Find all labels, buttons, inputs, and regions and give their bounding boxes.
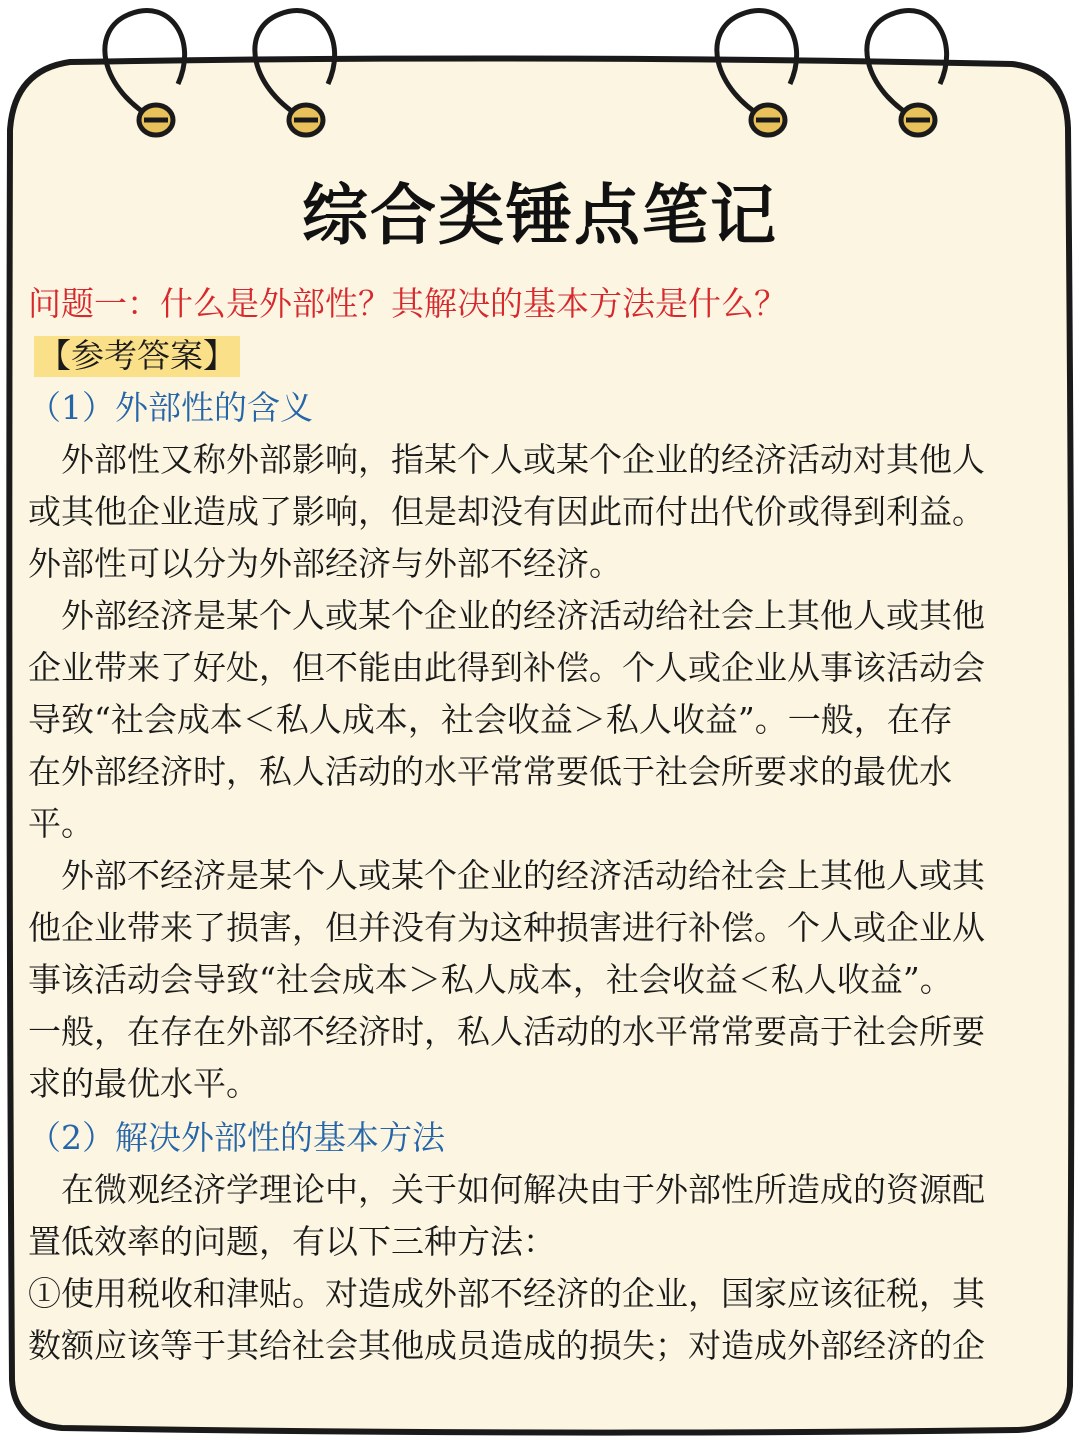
paragraph-line: ①使用税收和津贴。对造成外部不经济的企业，国家应该征税，其 [28, 1274, 985, 1313]
paragraph-line: 数额应该等于其给社会其他成员造成的损失；对造成外部经济的企 [28, 1326, 985, 1365]
paragraph-line: 企业带来了好处，但不能由此得到补偿。个人或企业从事该活动会 [28, 648, 985, 687]
question-heading: 问题一：什么是外部性？其解决的基本方法是什么？ [28, 284, 787, 323]
paragraph-line: 在外部经济时，私人活动的水平常常要低于社会所要求的最优水 [28, 752, 952, 791]
paragraph-line: 在微观经济学理论中，关于如何解决由于外部性所造成的资源配 [28, 1170, 985, 1209]
paragraph-line: 外部性可以分为外部经济与外部不经济。 [28, 544, 622, 583]
answer-tag-row [28, 336, 1058, 376]
section-heading: （1）外部性的含义 [28, 388, 313, 427]
section-heading: （2）解决外部性的基本方法 [28, 1118, 445, 1157]
paragraph-line: 事该活动会导致“社会成本＞私人成本，社会收益＜私人收益”。 [28, 960, 953, 999]
answer-tag: 【参考答案】 [34, 336, 240, 377]
page-title: 综合类锤点笔记 [302, 177, 778, 254]
paragraph-line: 外部不经济是某个人或某个企业的经济活动给社会上其他人或其 [28, 856, 985, 895]
paragraph-line: 导致“社会成本＜私人成本，社会收益＞私人收益”。一般，在存 [28, 700, 953, 739]
paragraph-line: 外部性又称外部影响，指某个人或某个企业的经济活动对其他人 [28, 440, 985, 479]
paragraph-line: 或其他企业造成了影响，但是却没有因此而付出代价或得到利益。 [28, 492, 985, 531]
paragraph-line: 他企业带来了损害，但并没有为这种损害进行补偿。个人或企业从 [28, 908, 985, 947]
paragraph-line: 一般，在存在外部不经济时，私人活动的水平常常要高于社会所要 [28, 1012, 985, 1051]
paragraph-line: 外部经济是某个人或某个企业的经济活动给社会上其他人或其他 [28, 596, 985, 635]
paragraph-line: 平。 [28, 804, 94, 843]
paragraph-line: 置低效率的问题，有以下三种方法： [28, 1222, 556, 1261]
paragraph-line: 求的最优水平。 [28, 1064, 259, 1103]
